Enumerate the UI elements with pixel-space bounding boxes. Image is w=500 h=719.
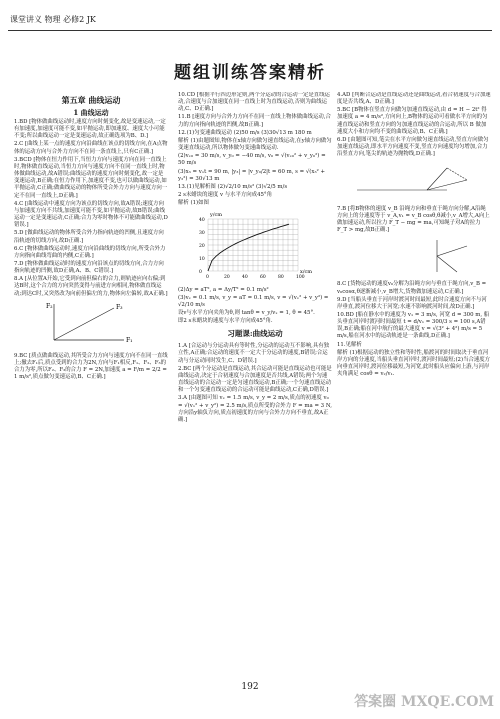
velocity-decomposition-diagram-1: [337, 160, 491, 203]
grid-figure-y-tick: 40: [199, 218, 205, 224]
velocity-decomposition-diagram-2: [337, 236, 491, 279]
column-3: [337, 92, 491, 670]
answer-2: 2.C [曲线上某一点的速度方向沿曲线在该点的切线方向,在A点物体的运动方向与合外力方向不在同一条直线上,只有C正确.]: [14, 141, 168, 155]
answer-1: 1.BD [物体做曲线运动时,速度方向时刻变化,故是变速运动,一定有加速度,加速度可能不变,如平抛运动,即加速度、速度大小可能不变;所以曲线运动一定是变速运动,故正确选项为B、D.]: [14, 119, 166, 140]
answer-7: 7.D [物体做曲线运动时的速度方向沿该点的切线方向,合力方向指向轨迹的凹侧,故D正确,A、B、C错误.]: [14, 260, 164, 275]
grid-figure-y-tick: 0: [199, 270, 202, 276]
answer-13-note: 2 s末蜡块的速度 v 与水平方向成45°角: [178, 192, 273, 199]
grid-figure-y-tick: 30: [199, 231, 205, 237]
answer-4: 4.C [曲线运动中速度方向为该点的切线方向,故A错误;速度方向与加速度方向不共线,加速度可能不变,如平抛运动,故B错误;曲线运动一定是变速运动,C正确;合力为零时物体不可能做曲线运动,D错误.]: [14, 200, 168, 229]
grid-figure-x-label: x/cm: [300, 269, 313, 276]
exercise-answer-6: 6.D [由题图可知,笔尖在水平方向做匀速直线运动,竖直方向做匀加速直线运动,即水平方向速度不变,竖直方向速度均匀增加,合力沿竖直方向,笔尖的轨迹为抛物线,D正确.]: [337, 136, 489, 158]
answer-13-step-5: 即2 s末蜡块的速度与水平方向成45°角.: [178, 318, 273, 325]
exercise-answer-11-analysis: 解析 (1)根据运动的独立性和等时性,船渡河的时间取决于垂直河岸方向的分速度,当船头垂直河岸时,渡河时间最短;(2)当合速度方向垂直河岸时,渡河位移最短,为河宽,此时船头应偏向上游,与河岸夹角满足 cosθ = v₂/v₁.: [337, 349, 491, 378]
trajectory-curve: [208, 225, 289, 272]
answer-13-step-2: (2)Δy = aT², a = Δy/T² = 0.1 m/s²: [178, 286, 269, 293]
grid-figure-y-tick: 10: [199, 257, 205, 263]
answer-3: 3.BCD [物体在恒力作用下,当恒力方向与速度方向在同一直线上时,物体做直线运动,当恒力方向与速度方向不在同一直线上时,物体做曲线运动,故A错误;曲线运动的速度方向时刻变化,故一定是变速运动,B正确;在恒力作用下,加速度不变,也可以做曲线运动,如平抛运动,C正确;做曲线运动的物体所受合外力方向与速度方向一定不在同一直线上,D正确.]: [14, 156, 168, 199]
header-divider: [8, 30, 492, 31]
answer-13-analysis: 解析 (1)如图: [178, 200, 209, 207]
answer-9: 9.BC [质点做曲线运动,其所受合力方向与速度方向不在同一直线上;撤去F₁后,质点受到的合力为2N,方向与F₁相反,F₁、F₂、F₃的合力为零,所以F₂、F₃的合力 F = 2N,加速度 a = F/m = 2/2 = 1 m/s²,质点做匀变速运动,B、C正确.]: [14, 352, 168, 381]
force-label-3: F₃: [116, 303, 123, 311]
exercise-answer-5: 5.BC [B物体在竖直方向做匀加速直线运动,由 d = H − 2t² 得加速度 a = 4 m/s²,方向向上,B物体的运动可看做水平方向的匀速直线运动和竖直方向的匀加速直线运动的合运动,所以 B 做加速度大小和方向均不变的曲线运动,B、C正确.]: [337, 107, 488, 135]
answer-13: 13.(1)见解析图 (2)√2/10 m/s² (3)√2/5 m/s: [178, 183, 288, 190]
page-number: 192: [241, 682, 259, 692]
page-header: 课堂讲义 物理 必修2 JK: [10, 15, 96, 24]
exercise-answer-8: 8.C [货物运动的速度v₀分解为沿绳方向与垂直于绳方向,v_B = v₀cosα,θ逐渐减小,v_B增大,货物做加速运动,C正确.]: [337, 281, 487, 295]
grid-figure-x-tick: 80: [278, 275, 284, 281]
answer-6: 6.C [物体做曲线运动时,速度方向沿曲线的切线方向,所受合外力方向指向曲线弯曲的内侧,C正确.]: [14, 245, 166, 259]
answer-13-step-3: (3)vₓ = 0.1 m/s, v_y = aT = 0.1 m/s, v = √(vₓ² + v_y²) = √2/10 m/s: [178, 294, 329, 308]
exercise-answer-3: 3.A [由题图可知 vₓ = 1.5 m/s, v_y = 2 m/s,质点的初速度 v₀ = √(vₓ² + v_y²) = 2.5 m/s,质点所受的合外力 F = ma = 3 N,方向沿y轴负方向,质点初速度的方向与合外力方向不垂直,故A正确.]: [178, 395, 332, 423]
grid-figure-x-tick: 20: [224, 275, 230, 281]
grid-figure-x-tick: 60: [260, 275, 266, 281]
grid-figure-y-label: y/cm: [210, 212, 223, 219]
answer-5: 5.D [做曲线运动的物体所受合外力指向轨迹的凹侧,且速度方向沿轨迹的切线方向,故D正确.]: [14, 230, 164, 244]
exercise-answer-10: 10.BD [船在静水中的速度为 v₁ = 3 m/s, 河宽 d = 300 m, 船头垂直河岸时渡河时间最短 t = d/v₁ = 300/3 s = 100 s,A错误,B正确;船在河中航行的最大速度 v = √(3² + 4²) m/s = 5 m/s,船在河水中的运动轨迹是一条曲线,D正确.]: [337, 311, 490, 340]
answer-12-analysis-2: (2)vₓ₀ = 30 m/s, v_y₀ = −40 m/s, v₀ = √(vₓ₀² + v_y₀²) = 50 m/s: [178, 153, 326, 167]
grid-figure-x-tick: 0: [206, 275, 209, 281]
grid-figure-y-tick: 20: [199, 244, 205, 250]
answer-12: 12.(1)匀变速曲线运动 (2)50 m/s (3)30√13 m 180 m: [178, 129, 312, 136]
exercise-answer-1: 1.A [合运动与分运动具有等时性,分运动的运动互不影响,具有独立性,A正确;合运动的速度不一定大于分运动的速度,B错误;合运动与分运动同时发生,C、D错误.]: [178, 343, 330, 364]
column-1: [14, 92, 168, 670]
exercise-answer-2: 2.BC [两个分运动是直线运动,其合运动可能是直线运动也可能是曲线运动,决定于合初速度与合加速度是否共线,A错误;两个匀速直线运动的合运动一定是匀速直线运动,B正确;一个匀速直线运动和一个匀变速直线运动的合运动可能是曲线运动,C正确,D错误.]: [178, 365, 332, 394]
answer-11: 11.B [速度方向与合外力方向不在同一直线上物体做曲线运动,合力的方向指向轨迹的凹侧,故B正确.]: [178, 114, 331, 128]
grid-figure-x-tick: 100: [296, 275, 305, 281]
force-label-1: F₁: [126, 336, 133, 344]
exercise-answer-4: 4.AD [判断合运动是直线运动还是曲线运动,看合初速度与合加速度是否共线,A、D正确.]: [337, 92, 491, 106]
force-diagram: [14, 300, 168, 351]
exercise-answer-11: 11.见解析: [337, 341, 362, 348]
column-2: [178, 92, 332, 670]
answer-12-analysis-3: (3)x₃ = vₓt = 90 m, |y₃| = |v_y₀/2|t = 60 m, s = √(x₃² + y₃²) = 30√13 m: [178, 168, 326, 182]
watermark-logo: 答案圈 MXQE.COM: [354, 694, 494, 710]
page-title: 题组训练答案精析: [174, 63, 326, 83]
exercise-heading: 习题课:曲线运动: [227, 329, 283, 339]
chapter-heading: 第五章 曲线运动: [61, 95, 121, 105]
exercise-answer-7: 7.B [将B物体的速度 v_B 沿绳方向和垂直于绳方向分解,A沿绳方向上的分速度等于 v_A,v₁ = v_B cosθ,θ减小,v_A增大,A向上做加速运动,所以拉力 F_T − mg = ma,可知绳子对A的拉力 F_T > mg,故B正确.]: [337, 205, 490, 234]
section-heading: 1 曲线运动: [73, 108, 109, 117]
answer-12-analysis-1: 解析 (1)由题图知,物体在x轴方向做匀速直线运动,在y轴方向做匀变速直线运动,所以物体做匀变速曲线运动.: [178, 137, 332, 152]
answer-8: 8.A [从位置A开始,它受到向前但偏右的合力,则轨迹应向右偏;到达B时,这个合力的方向突然变得与前进方向相同,物体做直线运动;到达C时,又突然改为向前但偏左的力,物体向左偏转,故A正确.]: [14, 276, 168, 297]
answer-13-step-4: 设v与水平方向夹角为θ,则 tanθ = v_y/vₓ = 1, θ = 45°.: [178, 309, 315, 316]
trajectory-grid-figure: [178, 209, 332, 284]
grid-figure-x-tick: 40: [242, 275, 248, 281]
answer-10: 10.CD [根据平行四边形定则,两个分运动的合运动一定是直线运动,合速度与合加速度在同一直线上时为直线运动,否则为曲线运动,C、D正确.]: [178, 92, 330, 113]
force-label-2: F₂: [46, 302, 53, 310]
exercise-answer-9: 9.D [当船头垂直于河岸时渡河时间最短,此时合速度方向不与河岸垂直,渡河位移大于河宽;水速不影响渡河时间,故D正确.]: [337, 296, 487, 310]
